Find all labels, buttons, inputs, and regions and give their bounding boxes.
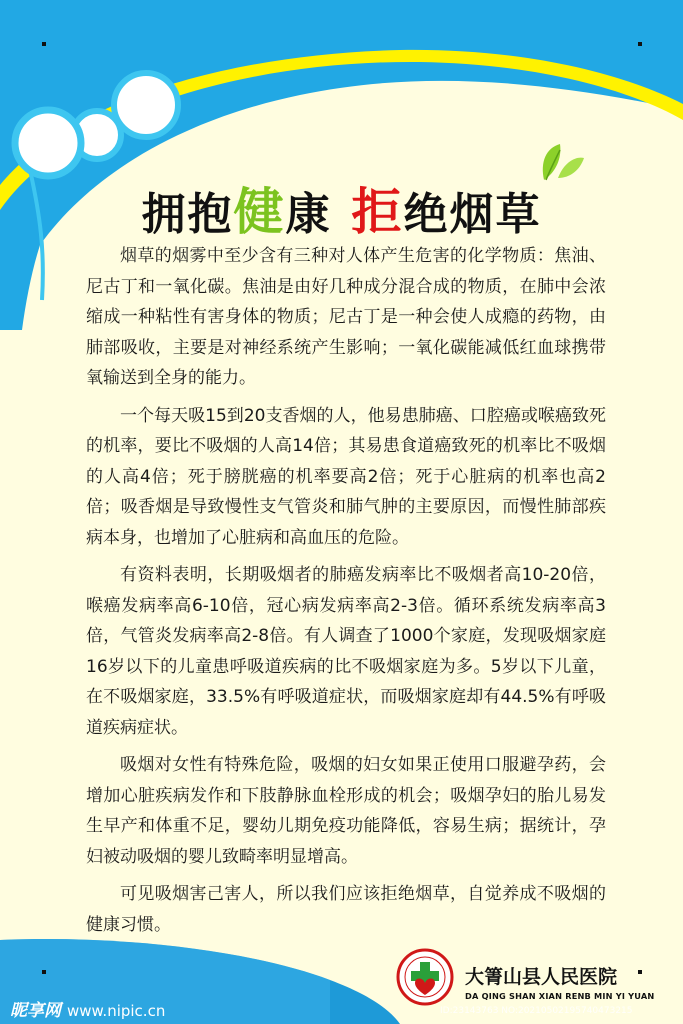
leaf-icon [536, 140, 586, 185]
hospital-name-pinyin: DA QING SHAN XIAN RENB MIN YI YUAN [465, 991, 655, 1001]
crop-mark-icon [638, 42, 642, 46]
watermark-id: ID:23143763 NO:20210502195740473215 [440, 1006, 633, 1016]
paragraph: 烟草的烟雾中至少含有三种对人体产生危害的化学物质：焦油、尼古丁和一氧化碳。焦油是由好几种成分混合成的物质，在肺中会浓缩成一种粘性有害身体的物质；尼古丁是一种会使人成瘾的药物，由肺部吸收，主要是对神经系统产生影响；一氧化碳能减低红血球携带氧输送到全身的能力。 [86, 246, 606, 388]
watermark-brand: 昵享网 www.nipic.cn [10, 1001, 166, 1021]
page-title: 拥抱健康 拒绝烟草 [141, 182, 542, 241]
paragraph: 一个每天吸15到20支香烟的人，他易患肺癌、口腔癌或喉癌致死的机率，要比不吸烟的人高14倍；其易患食道癌致死的机率比不吸烟的人高4倍；死于膀胱癌的机率要高2倍；死于心脏病的机率也高2倍；吸香烟是导致慢性支气管炎和肺气肿的主要原因，而慢性肺部疾病本身，也增加了心脏病和高血压的危险。 [86, 405, 606, 548]
crop-mark-icon [638, 970, 642, 974]
article-body [86, 241, 606, 947]
hospital-name: 大箐山县人民医院 [465, 966, 618, 988]
crop-mark-icon [42, 42, 46, 46]
crop-mark-icon [42, 970, 46, 974]
paragraph: 吸烟对女性有特殊危险，吸烟的妇女如果正使用口服避孕药，会增加心脏疾病发作和下肢静脉血栓形成的机会；吸烟孕妇的胎儿易发生早产和体重不足，婴幼儿期免疫功能降低，容易生病；据统计，孕妇被动吸烟的婴儿致畸率明显增高。 [86, 755, 606, 867]
paragraph: 可见吸烟害己害人，所以我们应该拒绝烟草，自觉养成不吸烟的健康习惯。 [86, 884, 606, 935]
hospital-logo-icon [395, 947, 455, 1007]
paragraph: 有资料表明，长期吸烟者的肺癌发病率比不吸烟者高10-20倍，喉癌发病率高6-10倍，冠心病发病率高2-3倍。循环系统发病率高3倍，气管炎发病率高2-8倍。有人调查了1000个家庭，发现吸烟家庭16岁以下的儿童患呼吸道疾病的比不吸烟家庭为多。5岁以下儿童，在不吸烟家庭，33.5%有呼吸道症状，而吸烟家庭却有44.5%有呼吸道疾病症状。 [86, 565, 606, 738]
